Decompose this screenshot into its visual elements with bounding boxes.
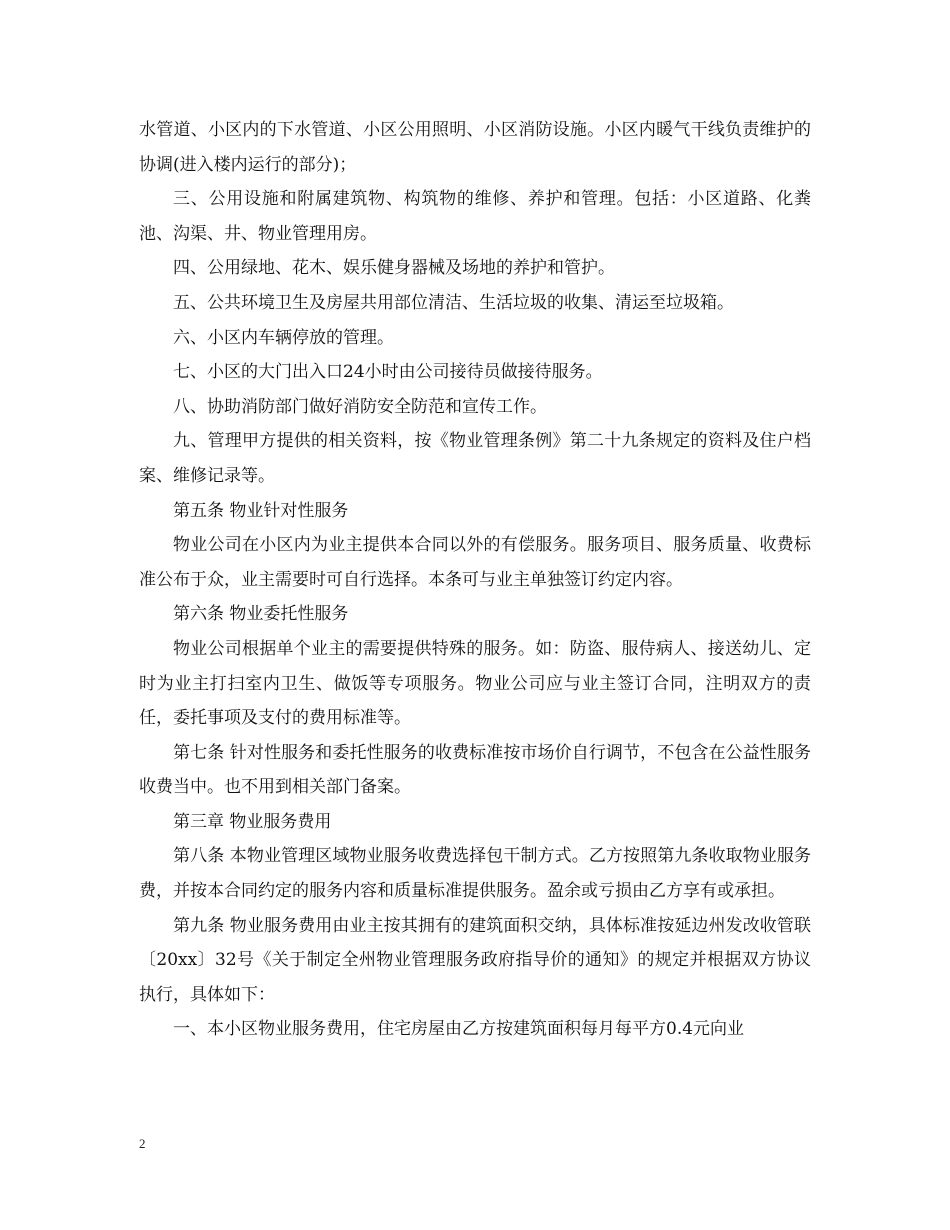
paragraph: 六、小区内车辆停放的管理。	[173, 327, 394, 348]
paragraph: 三、公用设施和附属建筑物、构筑物的维修、养护和管理。包括：小区道路、化粪池、沟渠、井、物业管理用房。	[139, 189, 811, 244]
chapter-heading: 第三章 物业服务费用	[173, 811, 332, 832]
section-heading: 第六条 物业委托性服务	[173, 604, 349, 625]
paragraph: 九、管理甲方提供的相关资料，按《物业管理条例》第二十九条规定的资料及住户档案、维修记录等。	[139, 431, 811, 486]
page-number: 2	[139, 1136, 146, 1151]
paragraph: 七、小区的大门出入口24小时由公司接待员做接待服务。	[173, 362, 603, 383]
paragraph: 物业公司根据单个业主的需要提供特殊的服务。如：防盗、服侍病人、接送幼儿、定时为业主打扫室内卫生、做饭等专项服务。物业公司应与业主签订合同，注明双方的责任，委托事项及支付的费用标准等。	[139, 638, 811, 729]
paragraph: 第八条 本物业管理区域物业服务收费选择包干制方式。乙方按照第九条收取物业服务费，并按本合同约定的服务内容和质量标准提供服务。盈余或亏损由乙方享有或承担。	[139, 846, 811, 902]
paragraph: 五、公共环境卫生及房屋共用部位清洁、生活垃圾的收集、清运至垃圾箱。	[173, 292, 734, 313]
paragraph: 八、协助消防部门做好消防安全防范和宣传工作。	[173, 396, 547, 417]
paragraph: 水管道、小区内的下水管道、小区公用照明、小区消防设施。小区内暖气干线负责维护的协调(进入楼内运行的部分)；	[139, 120, 811, 175]
paragraph: 物业公司在小区内为业主提供本合同以外的有偿服务。服务项目、服务质量、收费标准公布于众，业主需要时可自行选择。本条可与业主单独签订约定内容。	[139, 535, 811, 590]
paragraph: 第九条 物业服务费用由业主按其拥有的建筑面积交纳，具体标准按延边州发改收管联〔20xx〕32号《关于制定全州物业管理服务政府指导价的通知》的规定并根据双方协议执行，具体如下：	[139, 915, 811, 1005]
document-body	[139, 113, 811, 1047]
paragraph: 四、公用绿地、花木、娱乐健身器械及场地的养护和管护。	[173, 258, 615, 279]
paragraph: 第七条 针对性服务和委托性服务的收费标准按市场价自行调节，不包含在公益性服务收费当中。也不用到相关部门备案。	[139, 742, 811, 798]
section-heading: 第五条 物业针对性服务	[173, 500, 349, 521]
paragraph: 一、本小区物业服务费用，住宅房屋由乙方按建筑面积每月每平方0.4元向业	[173, 1019, 745, 1040]
